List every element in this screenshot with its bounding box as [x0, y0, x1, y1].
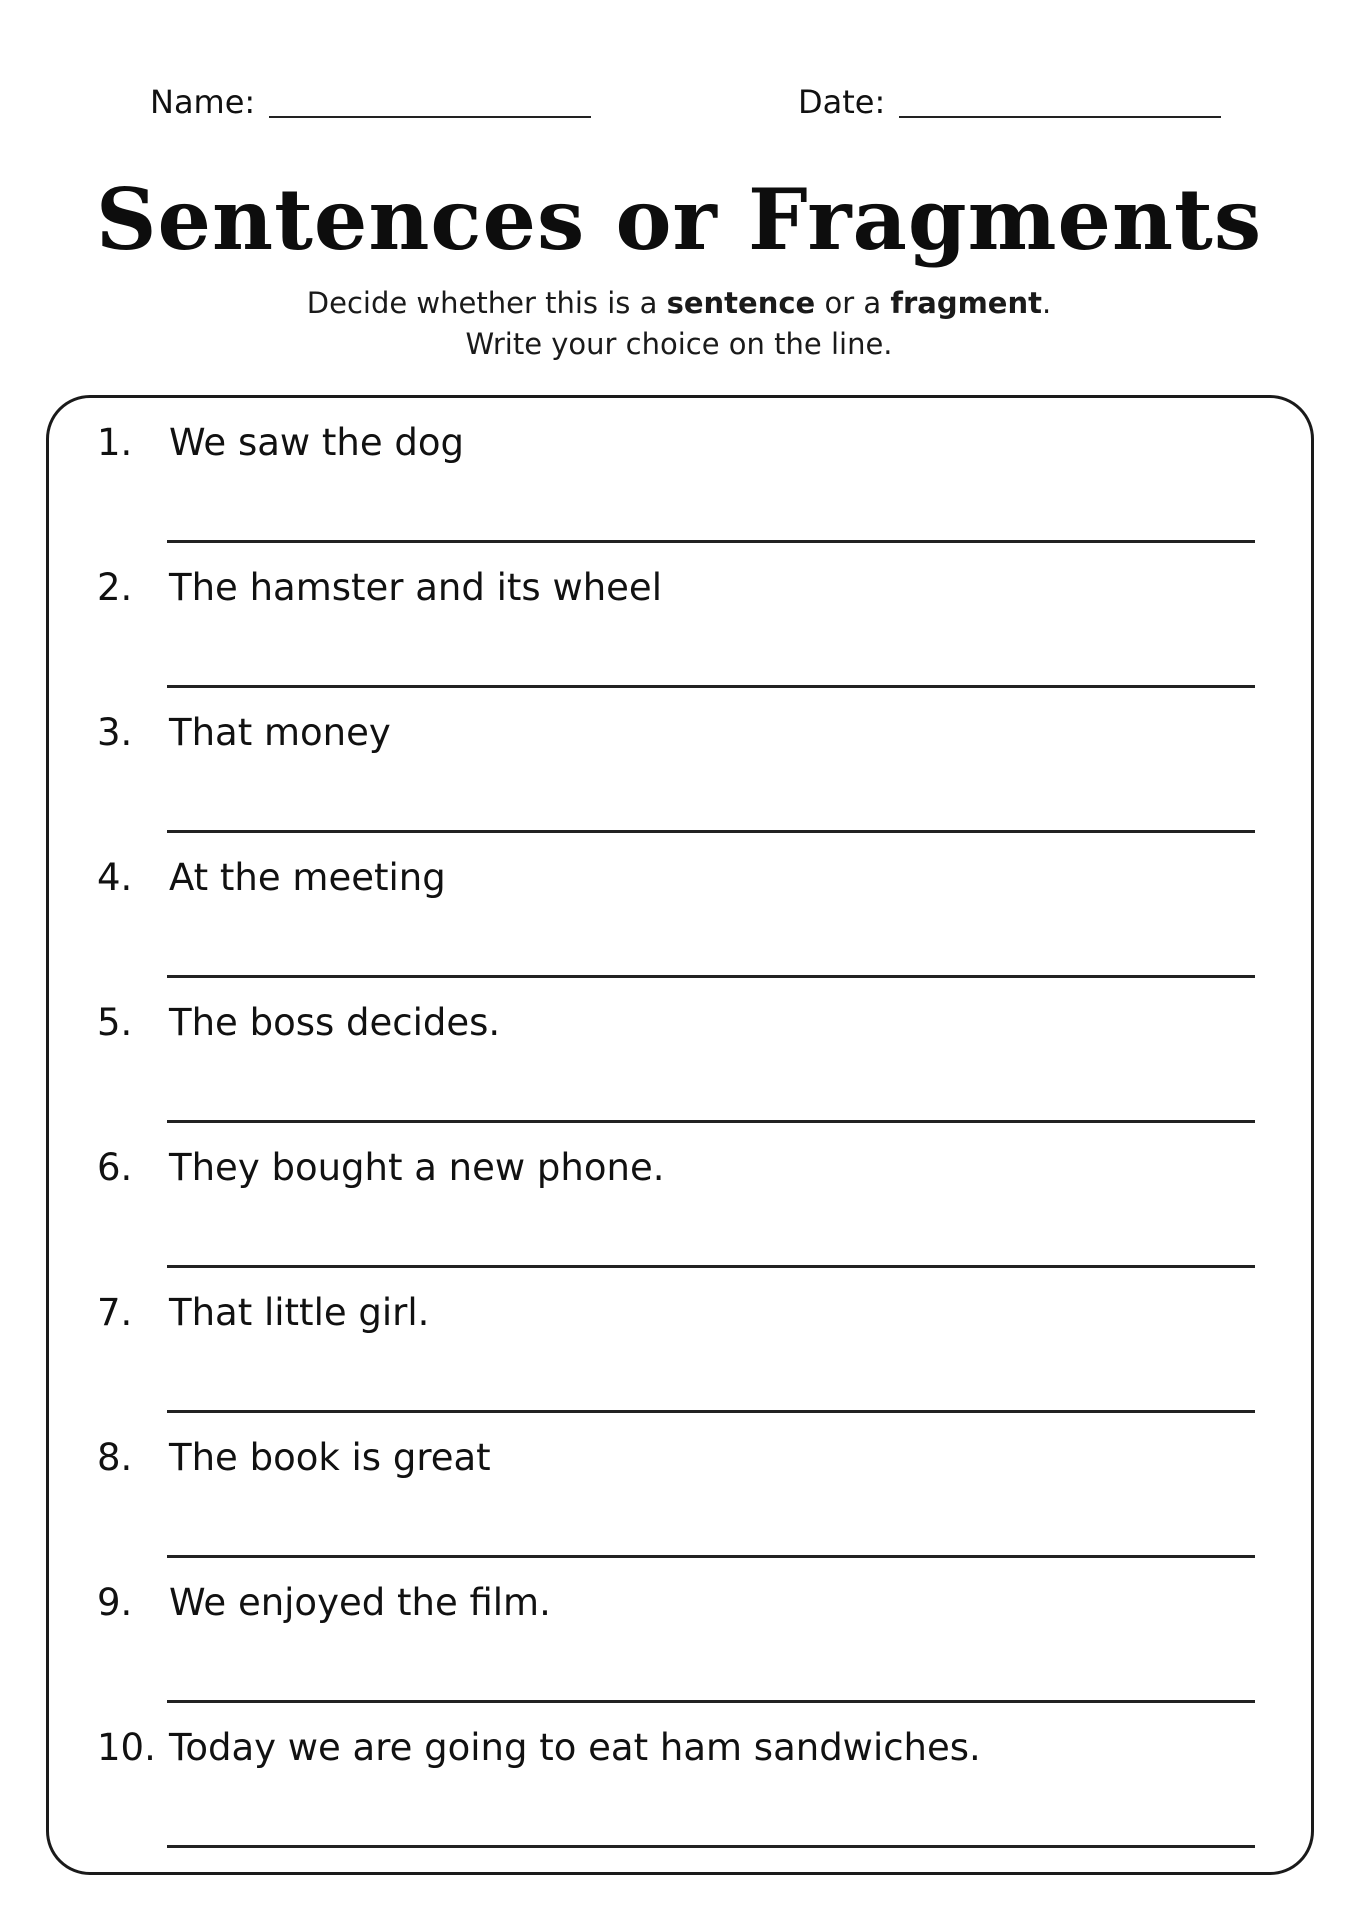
header-row	[0, 82, 1358, 130]
question-item	[49, 833, 1311, 978]
answer-line[interactable]	[167, 1845, 1255, 1848]
date-label: Date:	[798, 83, 886, 121]
instructions-keyword-sentence: sentence	[666, 286, 816, 320]
question-item	[49, 543, 1311, 688]
question-number: 9.	[97, 1581, 133, 1624]
question-number: 8.	[97, 1436, 133, 1479]
question-text: That little girl.	[169, 1291, 430, 1334]
date-field	[798, 82, 1221, 122]
question-item	[49, 688, 1311, 833]
question-item	[49, 1558, 1311, 1703]
question-text: The hamster and its wheel	[169, 566, 662, 609]
question-number: 6.	[97, 1146, 133, 1189]
question-item	[49, 1413, 1311, 1558]
name-blank-line[interactable]	[269, 116, 591, 118]
question-number: 2.	[97, 566, 133, 609]
question-text: That money	[169, 711, 391, 754]
instructions	[0, 283, 1358, 365]
question-text: They bought a new phone.	[169, 1146, 665, 1189]
instructions-text: Decide whether this is a	[306, 286, 667, 320]
question-number: 4.	[97, 856, 133, 899]
question-text: We saw the dog	[169, 421, 465, 464]
instructions-text: .	[1041, 286, 1052, 320]
question-item	[49, 978, 1311, 1123]
question-number: 5.	[97, 1001, 133, 1044]
question-item	[49, 1268, 1311, 1413]
question-text: We enjoyed the film.	[169, 1581, 551, 1624]
question-item	[49, 398, 1311, 543]
question-number: 3.	[97, 711, 133, 754]
question-text: The book is great	[169, 1436, 491, 1479]
question-text: The boss decides.	[169, 1001, 501, 1044]
name-field	[150, 82, 591, 122]
instructions-keyword-fragment: fragment	[890, 286, 1042, 320]
worksheet-title: Sentences or Fragments	[95, 170, 1263, 269]
question-number: 10.	[97, 1726, 156, 1769]
questions-panel	[46, 395, 1314, 1875]
question-item	[49, 1123, 1311, 1268]
instructions-text: or a	[815, 286, 891, 320]
question-text: Today we are going to eat ham sandwiches.	[169, 1726, 981, 1769]
question-item	[49, 1703, 1311, 1848]
question-number: 7.	[97, 1291, 133, 1334]
date-blank-line[interactable]	[899, 116, 1221, 118]
name-label: Name:	[150, 83, 256, 121]
instructions-line-1	[0, 283, 1358, 324]
question-number: 1.	[97, 421, 133, 464]
question-text: At the meeting	[169, 856, 446, 899]
instructions-line-2: Write your choice on the line.	[465, 327, 893, 361]
